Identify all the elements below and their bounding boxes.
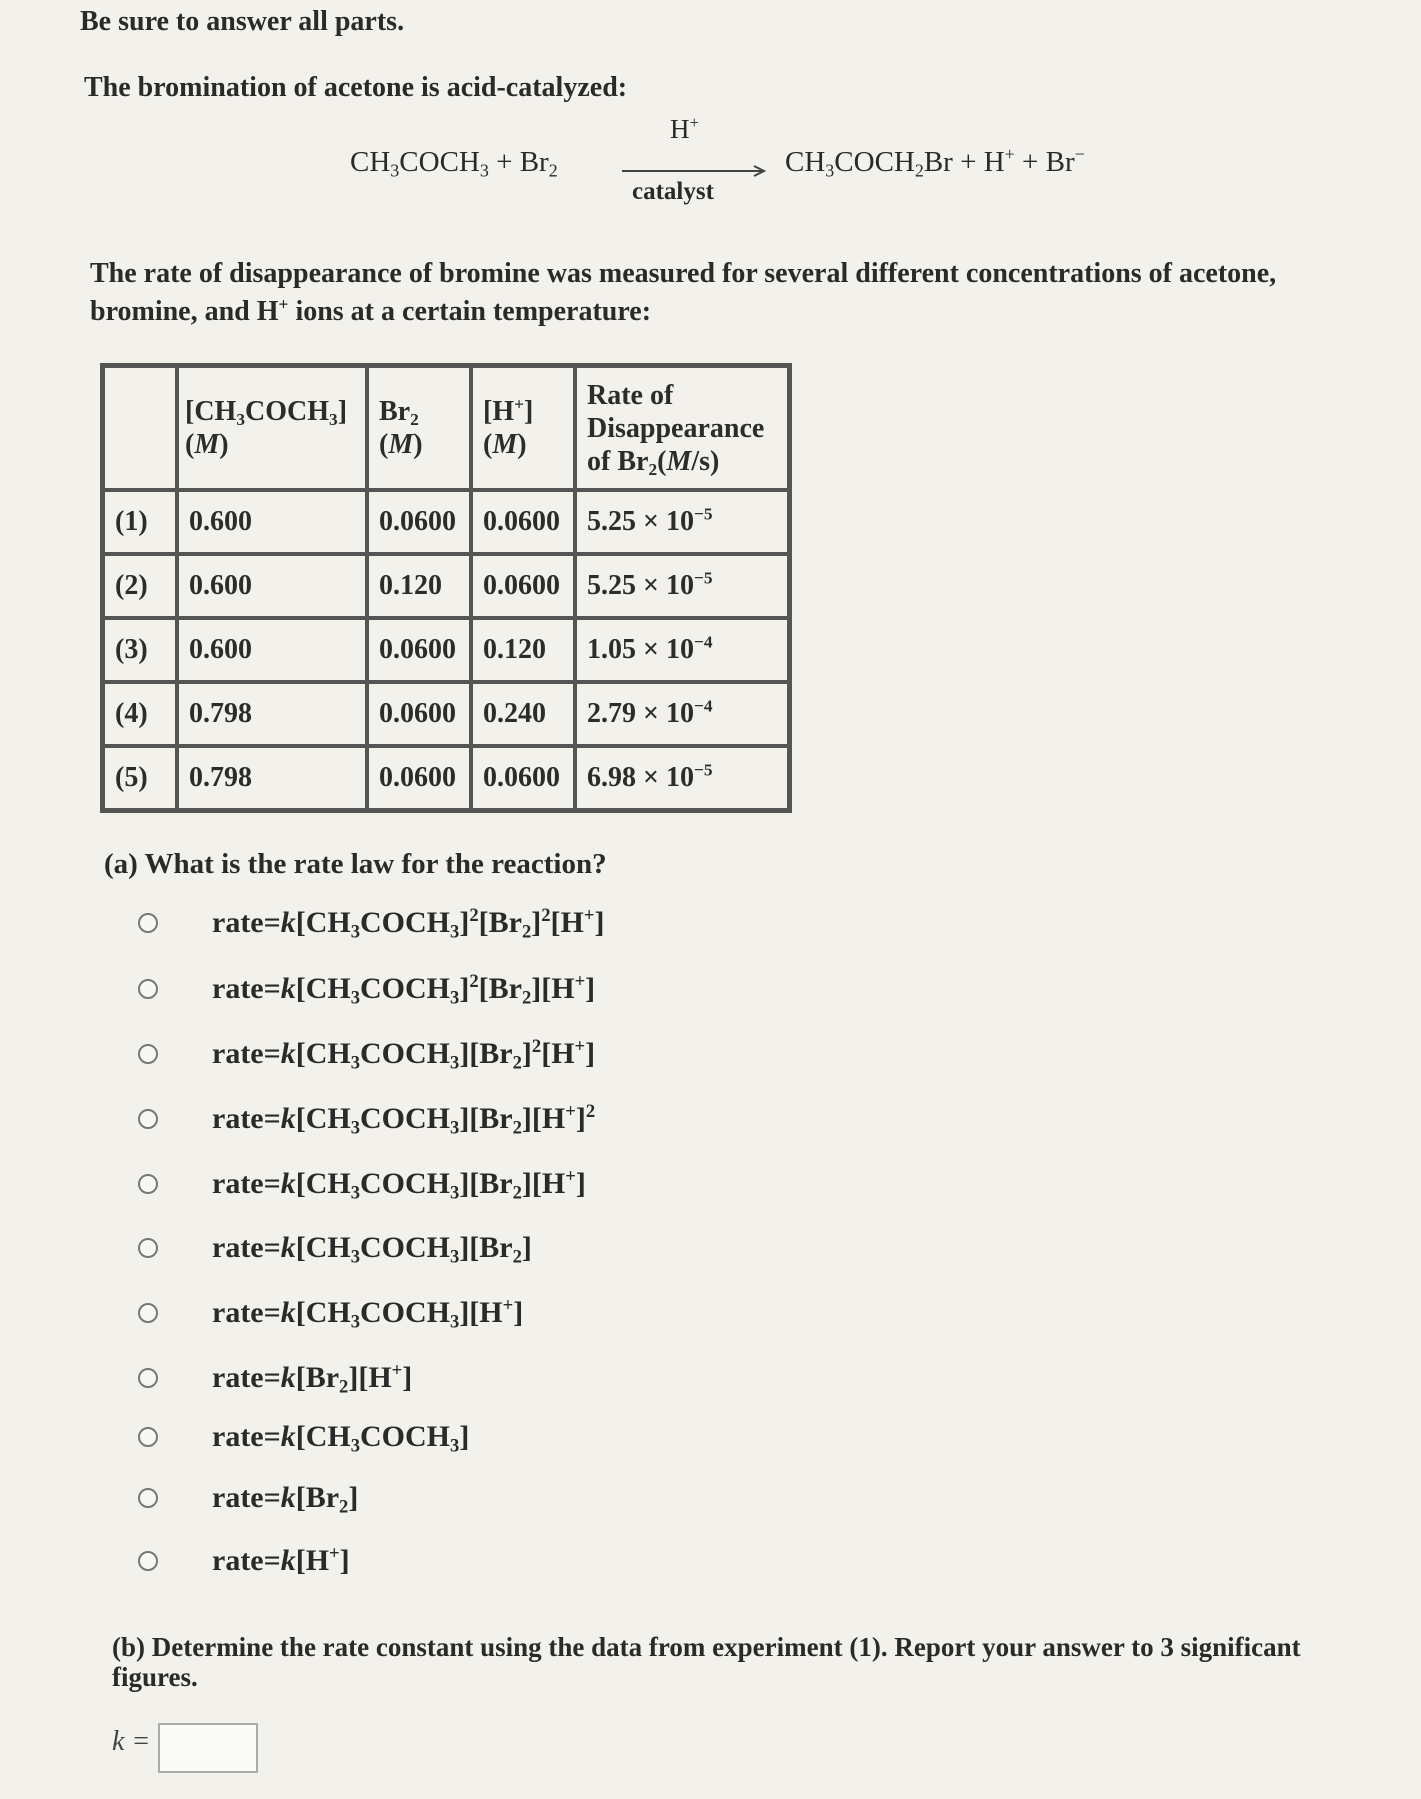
cell-bromine: 0.0600 (367, 490, 471, 554)
option-label: $rate=k[CH_3COCH_3][Br_2]$ (212, 1231, 532, 1268)
option-rate-law-7[interactable] (138, 1290, 523, 1336)
option-rate-law-4[interactable] (138, 1096, 595, 1142)
option-rate-law-1[interactable] (138, 900, 604, 946)
option-label: rate=k[H+] (212, 1542, 350, 1577)
table-row (103, 682, 789, 746)
option-rate-law-8[interactable] (138, 1355, 412, 1401)
cell-rate: $5.25 \times 10^{-5}$ (575, 554, 789, 618)
option-rate-law-10[interactable] (138, 1475, 358, 1521)
radio-button-icon[interactable] (138, 1488, 158, 1508)
option-label: $rate=k[CH_3COCH_3][H^+]$ (212, 1294, 524, 1333)
header-acetone: $[CH_3COCH_3]$ (M) (177, 366, 367, 490)
cell-hydrogen: 0.0600 (471, 490, 575, 554)
arrow-below-label: catalyst (632, 178, 714, 205)
radio-button-icon[interactable] (138, 1109, 158, 1129)
arrow-above-label: H+ (670, 112, 699, 144)
table-row (103, 490, 789, 554)
description-text: The rate of disappearance of bromine was measured for several different concentrations of acetone, bromine, and H+ ions at a certain temperature: (90, 258, 1277, 327)
cell-hydrogen: 0.120 (471, 618, 575, 682)
option-label: $rate=k[CH_3COCH_3]^2[Br_2][H^+]$ (212, 970, 596, 1009)
cell-experiment: (2) (103, 554, 177, 618)
cell-acetone: 0.600 (177, 618, 367, 682)
cell-bromine: 0.0600 (367, 682, 471, 746)
option-rate-law-11[interactable] (138, 1538, 350, 1584)
option-label: $rate=k[CH_3COCH_3]$ (212, 1420, 470, 1457)
cell-bromine: 0.0600 (367, 618, 471, 682)
header-rate: Rate of Disappearance of $Br_2(M/s)$ (575, 366, 789, 490)
table-row (103, 618, 789, 682)
reaction-products: $CH_3COCH_2Br + H^+ + Br^-$ (785, 144, 1085, 181)
cell-experiment: (5) (103, 746, 177, 810)
question-b: (b) Determine the rate constant using the data from experiment (1). Report your answer to 3 significant figures. (112, 1632, 1301, 1692)
cell-acetone: 0.600 (177, 554, 367, 618)
option-rate-law-2[interactable] (138, 966, 595, 1012)
question-a: (a) What is the rate law for the reaction? (104, 848, 607, 880)
cell-acetone: 0.798 (177, 682, 367, 746)
cell-acetone: 0.600 (177, 490, 367, 554)
cell-rate: $5.25 \times 10^{-5}$ (575, 490, 789, 554)
radio-button-icon[interactable] (138, 1427, 158, 1447)
option-rate-law-5[interactable] (138, 1161, 586, 1207)
cell-bromine: 0.120 (367, 554, 471, 618)
option-rate-law-3[interactable] (138, 1031, 595, 1077)
header-hydrogen: [H+] (M) (471, 366, 575, 490)
cell-experiment: (1) (103, 490, 177, 554)
radio-button-icon[interactable] (138, 1303, 158, 1323)
radio-button-icon[interactable] (138, 1174, 158, 1194)
cell-acetone: 0.798 (177, 746, 367, 810)
data-table (100, 363, 792, 813)
cell-experiment: (3) (103, 618, 177, 682)
instructions: Be sure to answer all parts. (80, 6, 405, 37)
radio-button-icon[interactable] (138, 1551, 158, 1571)
cell-bromine: 0.0600 (367, 746, 471, 810)
header-experiment (103, 366, 177, 490)
option-label: $rate=k[CH_3COCH_3][Br_2][H^+]^2$ (212, 1100, 596, 1139)
cell-hydrogen: 0.0600 (471, 746, 575, 810)
cell-experiment: (4) (103, 682, 177, 746)
rate-constant-input[interactable] (158, 1723, 258, 1773)
option-rate-law-9[interactable] (138, 1414, 469, 1460)
intro-text: The bromination of acetone is acid-catalyzed: (84, 72, 628, 103)
cell-rate: $1.05 \times 10^{-4}$ (575, 618, 789, 682)
cell-rate: $6.98 \times 10^{-5}$ (575, 746, 789, 810)
cell-hydrogen: 0.0600 (471, 554, 575, 618)
option-rate-law-6[interactable] (138, 1225, 532, 1271)
option-label: $rate=k[CH_3COCH_3][Br_2][H^+]$ (212, 1165, 586, 1204)
option-label: $rate=k[CH_3COCH_3]^2[Br_2]^2[H^+]$ (212, 904, 605, 943)
radio-button-icon[interactable] (138, 979, 158, 999)
option-label: $rate=k[Br_2]$ (212, 1481, 359, 1518)
option-label: $rate=k[Br_2][H^+]$ (212, 1359, 413, 1398)
radio-button-icon[interactable] (138, 1368, 158, 1388)
answer-label: k = (112, 1726, 151, 1757)
table-row (103, 746, 789, 810)
table-header-row (103, 366, 789, 490)
radio-button-icon[interactable] (138, 1044, 158, 1064)
reaction-reactants: $CH_3COCH_3 + Br_2$ (350, 146, 558, 181)
reaction-arrow-icon (620, 164, 770, 178)
radio-button-icon[interactable] (138, 913, 158, 933)
header-bromine: $Br_2$ (M) (367, 366, 471, 490)
table-row (103, 554, 789, 618)
radio-button-icon[interactable] (138, 1238, 158, 1258)
cell-rate: $2.79 \times 10^{-4}$ (575, 682, 789, 746)
cell-hydrogen: 0.240 (471, 682, 575, 746)
option-label: $rate=k[CH_3COCH_3][Br_2]^2[H^+]$ (212, 1035, 596, 1074)
